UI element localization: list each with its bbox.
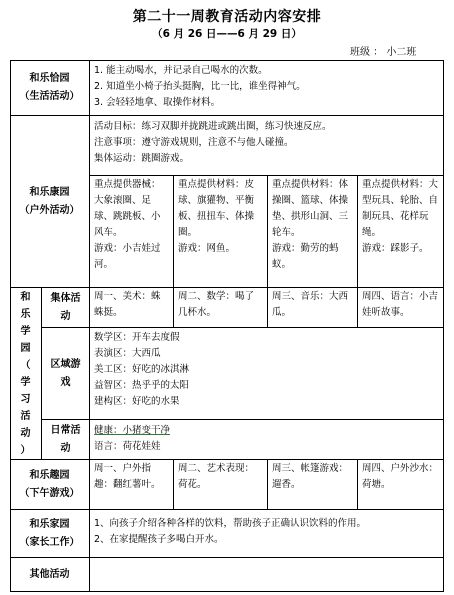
heqia-content (90, 60, 444, 116)
hekang-col-3 (268, 176, 358, 288)
hekang-overview (90, 116, 444, 176)
hexue-group-label-l2: 动 (60, 310, 71, 322)
date-range: （6 月 26 日——6 月 29 日） (152, 28, 302, 40)
hexue-group-thu: 周四、语言：小吉娃听故事。 (358, 288, 444, 328)
hejia-content (90, 510, 444, 558)
class-label: 班级 ： 小二班 (350, 47, 417, 58)
hexue-area-label (42, 328, 90, 420)
hexue-label-char: 活 (20, 410, 31, 422)
area-item: 益智区：热乎乎的太阳 (94, 380, 190, 391)
hequ-label-title: 和乐趣园 (29, 469, 70, 481)
hejia-item: 1、向孩子介绍各种各样的饮料，帮助孩子正确认识饮料的作用。 (94, 518, 367, 529)
heqia-item: 2. 知道坐小椅子抬头挺胸，比一比，谁坐得神气。 (94, 81, 306, 92)
hequ-mon: 周一、户外指趣：翻红薯叶。 (90, 460, 174, 510)
hexue-label-char: 习 (20, 393, 31, 405)
heqia-label-sub: （生活活动） (19, 90, 80, 102)
hekang-col-4 (358, 176, 444, 288)
hexue-label (10, 288, 42, 460)
hexue-label-char: 和 (20, 291, 31, 303)
hexue-group-mon: 周一、美术：蛛蛛挺。 (90, 288, 174, 328)
other-content (90, 558, 444, 592)
other-label (10, 558, 90, 592)
hexue-daily-label-l1: 日常活 (50, 424, 81, 436)
other-label-title: 其他活动 (29, 569, 70, 580)
area-item: 数学区：开车去度假 (94, 332, 180, 343)
hekang-material: 重点提供材料：大型玩具、轮胎、自制玩具、花样玩绳。 (362, 179, 439, 238)
hejia-item: 2、在家提醒孩子多喝白开水。 (94, 534, 224, 545)
page-title: 第二十一周教育活动内容安排 (132, 9, 322, 25)
hexue-group-label-l1: 集体活 (50, 292, 81, 304)
hekang-material: 重点提供器械：大象滚圈、足球、跳跳板、小风车。 (94, 179, 161, 238)
hekang-label (10, 116, 90, 288)
hekang-material: 重点提供材料：体操圈、篮球、体操垫、拱形山洞、三轮车。 (272, 179, 349, 238)
schedule-table (10, 60, 444, 592)
heqia-item: 3. 会轻轻地拿、取操作材料。 (94, 97, 221, 108)
hequ-wed: 周三、帐篷游戏：遛香。 (268, 460, 358, 510)
hexue-label-char: （ (20, 359, 31, 371)
heqia-label-title: 和乐恰园 (29, 72, 70, 84)
hequ-label-sub: （下午游戏） (19, 487, 80, 499)
hekang-label-sub: （户外活动） (19, 204, 80, 216)
hequ-thu: 周四、户外沙水：荷塘。 (358, 460, 444, 510)
hejia-label-sub: （家长工作） (19, 536, 80, 548)
hejia-label-title: 和乐家园 (29, 518, 70, 530)
hexue-group-tue: 周二、数学：喝了几杯水。 (174, 288, 268, 328)
hekang-game: 游戏：网鱼。 (178, 243, 236, 254)
hequ-label (10, 460, 90, 510)
hekang-group: 集体运动：跳圈游戏。 (94, 153, 190, 164)
daily-item: 语言：荷花娃娃 (94, 441, 161, 452)
hekang-goal: 活动目标：练习双脚并拢跳进或跳出圈，练习快速反应。 (94, 121, 332, 132)
heqia-item: 1. 能主动喝水，并记录自己喝水的次数。 (94, 65, 268, 76)
hexue-area-label-l2: 戏 (60, 376, 71, 388)
daily-item: 健康：小猪变干净 (94, 425, 171, 436)
hekang-game: 游戏：勤劳的蚂蚁。 (272, 243, 339, 270)
area-item: 美工区：好吃的冰淇淋 (94, 364, 190, 375)
hexue-group-label (42, 288, 90, 328)
hexue-label-char: 园 (20, 342, 31, 354)
hekang-game: 游戏：小吉娃过河。 (94, 243, 161, 270)
hejia-label (10, 510, 90, 558)
hexue-label-char: 动 (20, 427, 31, 439)
hekang-col-2 (174, 176, 268, 288)
hexue-area-content (90, 328, 444, 420)
hexue-label-char: ） (20, 444, 31, 456)
hekang-col-1 (90, 176, 174, 288)
area-item: 建构区：好吃的水果 (94, 396, 180, 407)
hexue-group-wed: 周三、音乐：大西瓜。 (268, 288, 358, 328)
hexue-area-label-l1: 区域游 (50, 358, 81, 370)
hekang-material: 重点提供材料：皮球、旗獾物、平衡板、扭扭车、体操圈。 (178, 179, 255, 238)
hexue-daily-label (42, 420, 90, 460)
area-item: 表演区：大西瓜 (94, 348, 161, 359)
hexue-label-char: 学 (20, 376, 31, 388)
hexue-label-char: 乐 (20, 308, 31, 320)
hekang-label-title: 和乐康园 (29, 186, 70, 198)
heqia-label (10, 60, 90, 116)
hequ-tue: 周二、艺术表现：荷花。 (174, 460, 268, 510)
hexue-label-char: 学 (20, 325, 31, 337)
hexue-daily-content (90, 420, 444, 460)
hekang-note: 注意事项：遵守游戏规则，注意不与他人碰撞。 (94, 137, 294, 148)
hexue-daily-label-l2: 动 (60, 442, 71, 454)
hekang-game: 游戏：踩影子。 (362, 243, 429, 254)
